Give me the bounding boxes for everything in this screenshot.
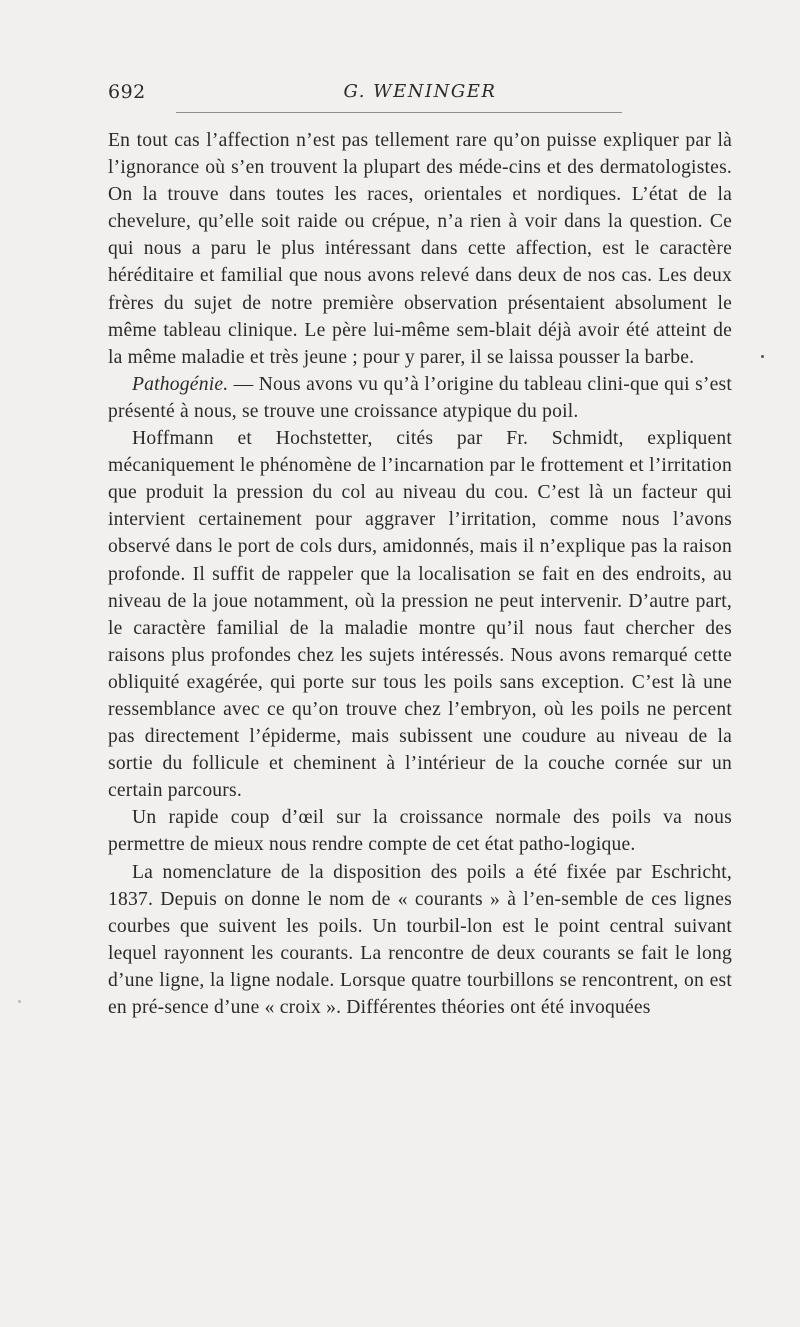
page-number: 692 [108, 81, 146, 103]
paragraph: Hoffmann et Hochstetter, cités par Fr. Schmidt, expliquent mécaniquement le phénomène de l’incarnation par le frottement et l’irritation que produit la pression du col au niveau du cou. C’est là un facteur qui intervient certainement pour aggraver l’irritation, comme nous l’avons observé dans le port de cols durs, amidonnés, mais il n’explique pas la raison profonde. Il suffit de rappeler que la localisation se fait en des endroits, au niveau de la joue notamment, où la pression ne peut intervenir. D’autre part, le caractère familial de la maladie montre qu’il nous faut chercher des raisons plus profondes chez les sujets intéressés. Nous avons remarqué cette obliquité exagérée, qui porte sur tous les poils sans exception. C’est là une ressemblance avec ce qu’on trouve chez l’embryon, où les poils ne percent pas directement l’épiderme, mais subissent une coudure au niveau de la sortie du follicule et cheminent à l’intérieur de la couche cornée sur un certain parcours. [108, 428, 732, 802]
section-heading: Pathogénie. [132, 373, 229, 395]
paragraph-text: — Nous avons vu qu’à l’origine du tableau clini-que qui s’est présenté à nous, se trouve une croissance atypique du poil. [108, 373, 732, 422]
paragraph: Un rapide coup d’œil sur la croissance normale des poils va nous permettre de mieux nous rendre compte de cet état patho-logique. [108, 807, 732, 856]
running-title: G. WENINGER [343, 81, 497, 102]
paragraph: En tout cas l’affection n’est pas tellement rare qu’on puisse expliquer par là l’ignorance où s’en trouvent la plupart des méde-cins et des dermatologistes. On la trouve dans toutes les races, orientales et nordiques. L’état de la chevelure, qu’elle soit raide ou crépue, n’a rien à voir dans la question. Ce qui nous a paru le plus intéressant dans cette affection, est le caractère héréditaire et familial que nous avons relevé dans deux de nos cas. Les deux frères du sujet de notre première observation présentaient absolument le même tableau clinique. Le père lui-même sem-blait déjà avoir été atteint de la même maladie et très jeune ; pour y parer, il se laissa pousser la barbe. [108, 130, 732, 368]
paragraph [108, 371, 732, 425]
margin-mark [761, 355, 764, 358]
paragraph: La nomenclature de la disposition des poils a été fixée par Eschricht, 1837. Depuis on donne le nom de « courants » à l’en-semble de ces lignes courbes que suivent les poils. Un tourbil-lon est le point central suivant lequel rayonnent les courants. La rencontre de deux courants se fait le long d’une ligne, la ligne nodale. Lorsque quatre tourbillons se rencontrent, on est en pré-sence d’une « croix ». Différentes théories ont été invoquées [108, 861, 732, 1018]
body-text [108, 127, 732, 1021]
header-rule [176, 112, 622, 113]
page-header [108, 81, 732, 111]
paper-speck [18, 1000, 21, 1003]
